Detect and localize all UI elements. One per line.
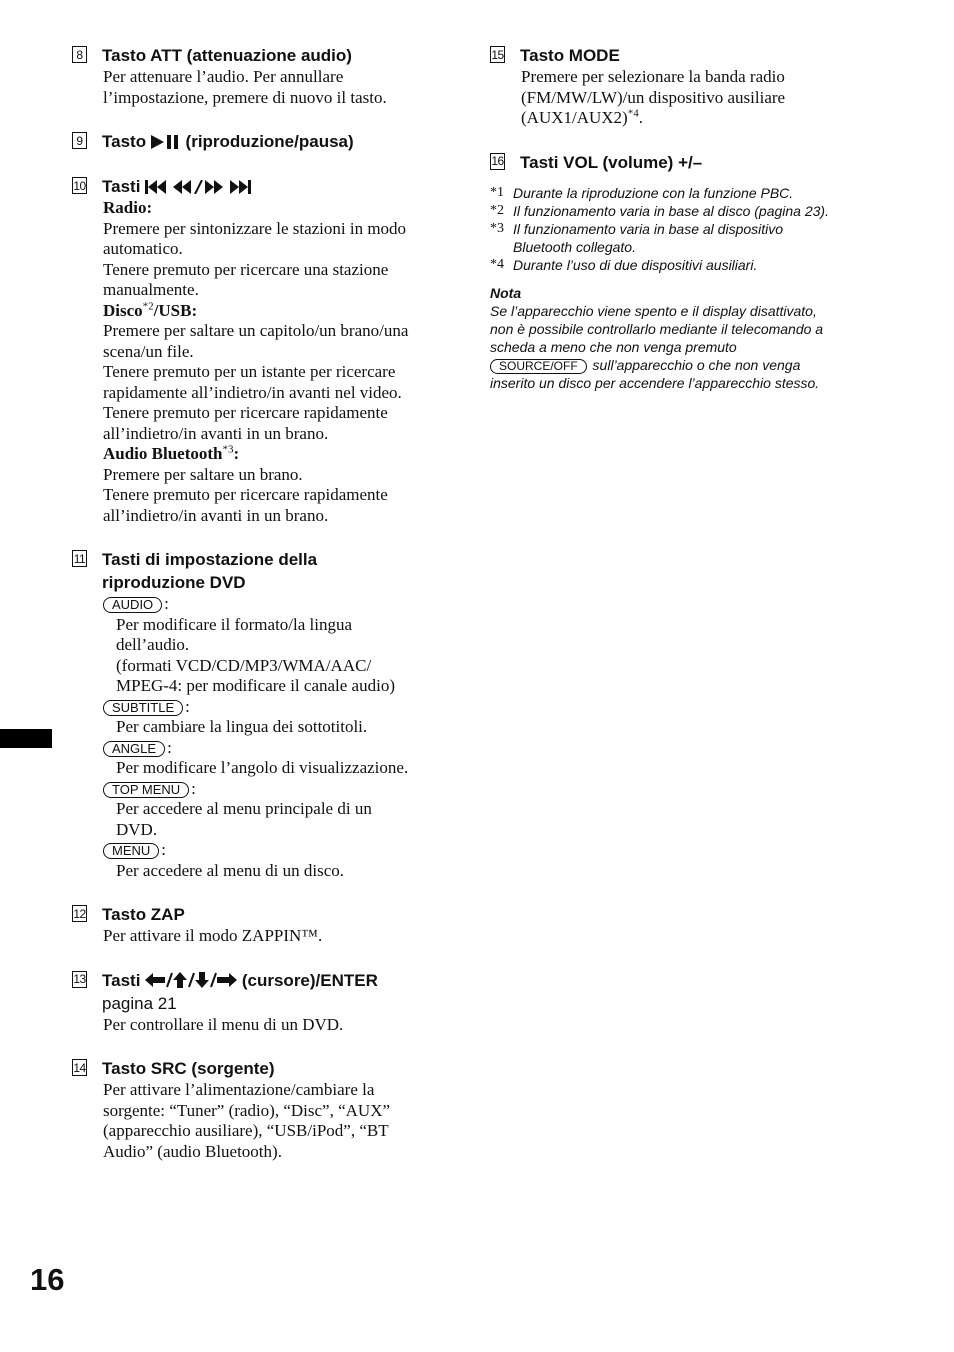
body-line: Tenere premuto per ricercare una stazione — [103, 259, 389, 279]
body-line: Premere per sintonizzare le stazioni in modo — [103, 218, 407, 238]
item-vol — [490, 151, 880, 174]
disc-usb-label — [103, 301, 452, 322]
left-column — [72, 44, 452, 1184]
radio-label: Radio: — [103, 198, 153, 217]
body-line: Per cambiare la lingua dei sottotitoli. — [116, 717, 368, 736]
item-title: Tasto MODE — [520, 46, 620, 65]
top-menu-key: TOP MENU — [103, 782, 189, 798]
footnote-line: Bluetooth collegato. — [513, 238, 636, 255]
skip-rewind-forward-icons — [145, 180, 295, 194]
menu-key: MENU — [103, 843, 159, 859]
item-title: Tasto ZAP — [102, 905, 185, 924]
body-line: Per accedere al menu di un disco. — [116, 860, 344, 880]
note-body — [490, 302, 880, 392]
item-number: 13 — [73, 972, 86, 986]
footnote-line: Il funzionamento varia in base al dispositivo — [513, 220, 784, 237]
body-line: scena/un file. — [103, 341, 194, 361]
item-zap — [72, 903, 452, 947]
body-line: Per controllare il menu di un DVD. — [103, 1014, 344, 1034]
title-text: Tasti — [102, 177, 146, 196]
body-line: rapidamente all’indietro/in avanti nel video. — [103, 382, 402, 402]
item-skip-seek — [72, 175, 452, 526]
item-number: 8 — [72, 46, 87, 63]
note-title: Nota — [490, 284, 522, 301]
note-line: inserito un disco per accendere l’apparecchio stesso. — [490, 374, 820, 391]
footnote-text: Il funzionamento varia in base al disco (pagina 23). — [513, 202, 829, 219]
angle-key: ANGLE — [103, 741, 165, 757]
play-pause-icon — [151, 135, 181, 149]
label-text: /USB: — [153, 300, 198, 320]
body-line: Tenere premuto per ricercare rapidamente — [103, 485, 388, 504]
item-number: 16 — [491, 154, 504, 168]
footnote-mark: *1 — [490, 184, 504, 200]
section-tab-marker — [0, 729, 52, 748]
footnote-mark: *4 — [490, 256, 504, 272]
item-number: 9 — [72, 132, 87, 149]
page-number: 16 — [30, 1262, 65, 1297]
footnote-ref: *3 — [222, 443, 234, 456]
right-column — [490, 44, 880, 392]
note-line: non è possibile controllarlo mediante il telecomando a — [490, 320, 824, 337]
top-menu-key-row: TOP MENU : — [103, 779, 452, 800]
title-text: (riproduzione/pausa) — [180, 132, 354, 151]
footnote — [490, 202, 880, 220]
page-reference: pagina 21 — [102, 993, 177, 1013]
body-line: DVD. — [116, 819, 158, 839]
body-line: automatico. — [103, 239, 183, 258]
body-line — [521, 108, 880, 129]
audio-key-row: AUDIO : — [103, 594, 452, 615]
footnote-mark: *2 — [490, 202, 504, 218]
item-cursor-enter — [72, 969, 452, 1036]
item-number: 10 — [73, 178, 86, 193]
label-text: Audio Bluetooth — [103, 444, 223, 463]
item-play-pause — [72, 130, 452, 153]
body-line: (formati VCD/CD/MP3/WMA/AAC/ — [116, 655, 372, 675]
footnote — [490, 184, 880, 202]
footnotes — [490, 184, 880, 274]
note-line — [490, 356, 880, 374]
body-line: Per modificare il formato/la lingua — [116, 614, 353, 634]
body-line: (FM/MW/LW)/un dispositivo ausiliare — [521, 87, 786, 107]
body-line: Premere per saltare un capitolo/un brano/una — [103, 321, 409, 340]
line-text: . — [638, 108, 643, 127]
note-line: Se l’apparecchio viene spento e il display disattivato, — [490, 302, 817, 319]
item-dvd-settings — [72, 548, 452, 881]
subtitle-key: SUBTITLE — [103, 700, 183, 716]
body-line: l’impostazione, premere di nuovo il tasto. — [103, 87, 387, 107]
footnote — [490, 220, 880, 256]
title-text: riproduzione DVD — [102, 573, 246, 592]
angle-key-row: ANGLE : — [103, 738, 452, 759]
label-text: Disco — [103, 300, 143, 320]
cursor-arrows-icon — [145, 972, 237, 988]
footnote — [490, 256, 880, 274]
body-line: Per attivare l’alimentazione/cambiare la — [103, 1080, 375, 1099]
subtitle-key-row: SUBTITLE : — [103, 697, 452, 718]
body-line: Audio” (audio Bluetooth). — [103, 1141, 282, 1161]
body-line: Tenere premuto per un istante per ricercare — [103, 362, 396, 381]
item-att — [72, 44, 452, 108]
source-off-key: SOURCE/OFF — [490, 359, 587, 374]
body-line: Per accedere al menu principale di un — [116, 799, 372, 818]
note-text: sull’apparecchio o che non venga — [588, 356, 801, 373]
title-text: (cursore)/ENTER — [237, 970, 378, 990]
body-line: manualmente. — [103, 280, 199, 299]
item-mode — [490, 44, 880, 129]
body-line: Per modificare l’angolo di visualizzazione. — [116, 758, 409, 777]
title-text: Tasti di impostazione della — [102, 550, 318, 569]
body-line: all’indietro/in avanti in un brano. — [103, 505, 329, 525]
item-title — [102, 175, 295, 198]
body-line: Per attivare il modo ZAPPIN™. — [103, 926, 323, 945]
item-number: 12 — [73, 906, 86, 921]
footnote-ref: *2 — [142, 299, 154, 312]
footnote-text: Durante la riproduzione con la funzione PBC. — [513, 184, 794, 201]
label-text: : — [233, 444, 240, 463]
footnote-text — [513, 220, 783, 256]
footnote-ref: *4 — [627, 107, 639, 120]
item-src — [72, 1057, 452, 1162]
menu-key-row: MENU : — [103, 840, 452, 861]
bt-audio-label — [103, 444, 452, 465]
body-line: (apparecchio ausiliare), “USB/iPod”, “BT — [103, 1121, 389, 1140]
title-text: Tasti — [102, 970, 146, 990]
item-title: Tasti VOL (volume) +/– — [520, 152, 703, 172]
line-text: (AUX1/AUX2) — [521, 108, 628, 127]
body-line: Tenere premuto per ricercare rapidamente — [103, 403, 388, 422]
audio-key: AUDIO — [103, 597, 162, 613]
note-line: scheda a meno che non venga premuto — [490, 338, 737, 355]
body-line: all’indietro/in avanti in un brano. — [103, 423, 329, 443]
item-title — [102, 130, 354, 153]
item-number: 11 — [73, 551, 86, 566]
item-title — [102, 969, 378, 1015]
body-line: Per attenuare l’audio. Per annullare — [103, 67, 344, 86]
body-line: dell’audio. — [116, 635, 190, 654]
body-line: MPEG-4: per modificare il canale audio) — [116, 676, 395, 695]
item-number: 15 — [491, 47, 504, 62]
footnote-text: Durante l’uso di due dispositivi ausiliari. — [513, 256, 758, 273]
item-title: Tasto SRC (sorgente) — [102, 1059, 275, 1078]
item-title: Tasto ATT (attenuazione audio) — [102, 46, 352, 65]
item-title — [102, 548, 317, 594]
title-text: Tasto — [102, 132, 151, 151]
footnote-mark: *3 — [490, 220, 504, 236]
body-line: Premere per saltare un brano. — [103, 464, 303, 484]
body-line: Premere per selezionare la banda radio — [521, 67, 785, 86]
item-number: 14 — [73, 1060, 86, 1075]
body-line: sorgente: “Tuner” (radio), “Disc”, “AUX” — [103, 1100, 391, 1120]
